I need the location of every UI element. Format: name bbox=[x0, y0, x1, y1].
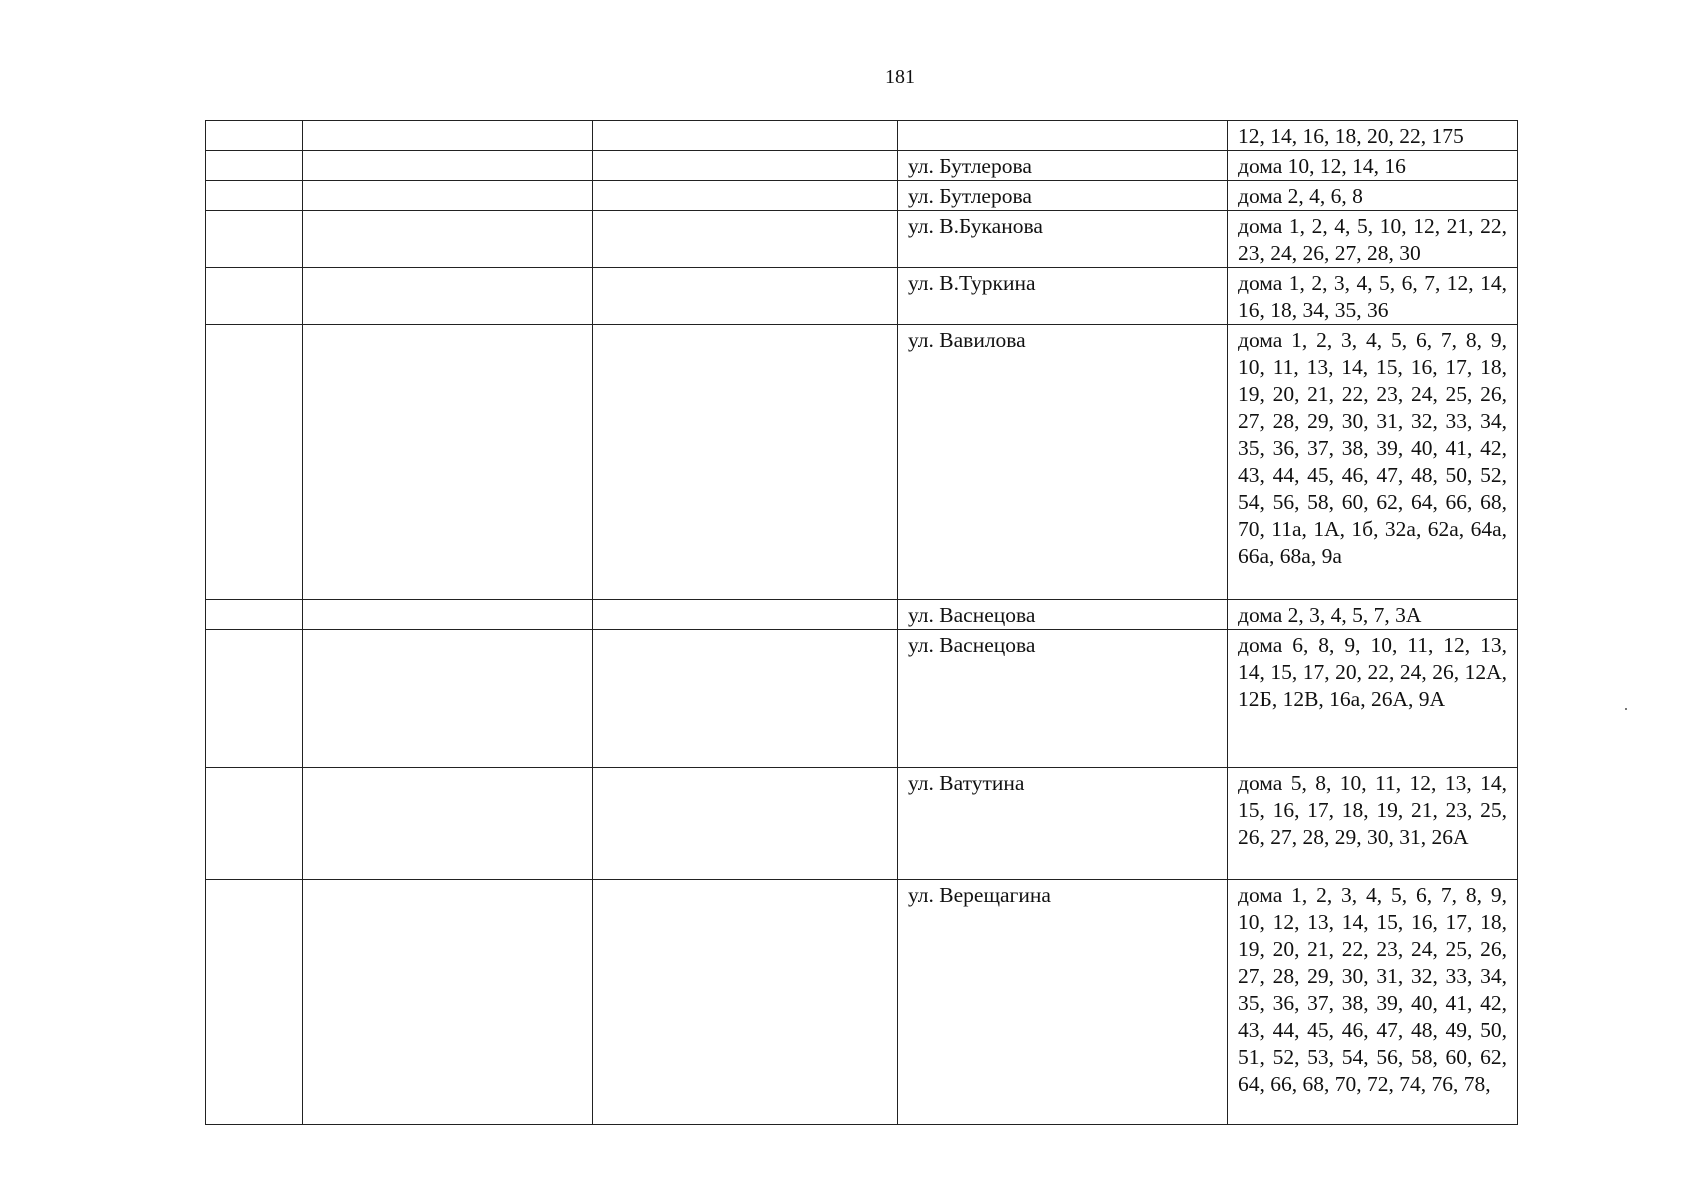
cell-empty bbox=[303, 630, 593, 768]
cell-empty bbox=[206, 151, 303, 181]
cell-empty bbox=[206, 630, 303, 768]
houses-cell: дома 10, 12, 14, 16 bbox=[1228, 151, 1518, 181]
table-row bbox=[206, 268, 1518, 325]
street-cell bbox=[898, 121, 1228, 151]
scan-speck bbox=[1625, 708, 1627, 710]
street-cell: ул. Бутлерова bbox=[898, 151, 1228, 181]
cell-empty bbox=[303, 325, 593, 600]
table-row bbox=[206, 325, 1518, 600]
cell-empty bbox=[593, 630, 898, 768]
table-row bbox=[206, 768, 1518, 880]
houses-cell: дома 1, 2, 3, 4, 5, 6, 7, 8, 9, 10, 12, 13, 14, 15, 16, 17, 18, 19, 20, 21, 22, 23, 24, 25, 26, 27, 28, 29, 30, 31, 32, 33, 34, 35, 36, 37, 38, 39, 40, 41, 42, 43, 44, 45, 46, 47, 48, 49, 50, 51, 52, 53, 54, 56, 58, 60, 62, 64, 66, 68, 70, 72, 74, 76, 78, bbox=[1228, 880, 1518, 1125]
page-number: 181 bbox=[885, 66, 915, 88]
cell-empty bbox=[206, 600, 303, 630]
cell-empty bbox=[206, 181, 303, 211]
cell-empty bbox=[593, 211, 898, 268]
street-cell: ул. В.Туркина bbox=[898, 268, 1228, 325]
houses-cell: 12, 14, 16, 18, 20, 22, 175 bbox=[1228, 121, 1518, 151]
houses-cell: дома 5, 8, 10, 11, 12, 13, 14, 15, 16, 17, 18, 19, 21, 23, 25, 26, 27, 28, 29, 30, 31, 26А bbox=[1228, 768, 1518, 880]
cell-empty bbox=[593, 325, 898, 600]
cell-empty bbox=[206, 268, 303, 325]
cell-empty bbox=[593, 151, 898, 181]
street-cell: ул. Васнецова bbox=[898, 600, 1228, 630]
cell-empty bbox=[303, 181, 593, 211]
cell-empty bbox=[303, 211, 593, 268]
cell-empty bbox=[593, 121, 898, 151]
table-row bbox=[206, 121, 1518, 151]
houses-cell: дома 2, 4, 6, 8 bbox=[1228, 181, 1518, 211]
cell-empty bbox=[593, 268, 898, 325]
houses-cell: дома 2, 3, 4, 5, 7, 3А bbox=[1228, 600, 1518, 630]
houses-cell: дома 1, 2, 3, 4, 5, 6, 7, 12, 14, 16, 18, 34, 35, 36 bbox=[1228, 268, 1518, 325]
cell-empty bbox=[206, 325, 303, 600]
street-cell: ул. В.Буканова bbox=[898, 211, 1228, 268]
address-table bbox=[205, 120, 1518, 1125]
table-row bbox=[206, 630, 1518, 768]
cell-empty bbox=[303, 268, 593, 325]
houses-cell: дома 1, 2, 3, 4, 5, 6, 7, 8, 9, 10, 11, 13, 14, 15, 16, 17, 18, 19, 20, 21, 22, 23, 24, 25, 26, 27, 28, 29, 30, 31, 32, 33, 34, 35, 36, 37, 38, 39, 40, 41, 42, 43, 44, 45, 46, 47, 48, 50, 52, 54, 56, 58, 60, 62, 64, 66, 68, 70, 11а, 1А, 1б, 32а, 62а, 64а, 66а, 68а, 9а bbox=[1228, 325, 1518, 600]
cell-empty bbox=[593, 880, 898, 1125]
cell-empty bbox=[303, 151, 593, 181]
cell-empty bbox=[303, 600, 593, 630]
cell-empty bbox=[593, 768, 898, 880]
cell-empty bbox=[206, 121, 303, 151]
street-cell: ул. Ватутина bbox=[898, 768, 1228, 880]
cell-empty bbox=[206, 768, 303, 880]
street-cell: ул. Вавилова bbox=[898, 325, 1228, 600]
table-row bbox=[206, 600, 1518, 630]
cell-empty bbox=[303, 121, 593, 151]
houses-cell: дома 6, 8, 9, 10, 11, 12, 13, 14, 15, 17, 20, 22, 24, 26, 12А, 12Б, 12В, 16а, 26А, 9А bbox=[1228, 630, 1518, 768]
street-cell: ул. Васнецова bbox=[898, 630, 1228, 768]
street-cell: ул. Верещагина bbox=[898, 880, 1228, 1125]
cell-empty bbox=[206, 211, 303, 268]
cell-empty bbox=[303, 768, 593, 880]
table-row bbox=[206, 880, 1518, 1125]
cell-empty bbox=[593, 600, 898, 630]
cell-empty bbox=[206, 880, 303, 1125]
houses-cell: дома 1, 2, 4, 5, 10, 12, 21, 22, 23, 24, 26, 27, 28, 30 bbox=[1228, 211, 1518, 268]
table-row bbox=[206, 181, 1518, 211]
street-cell: ул. Бутлерова bbox=[898, 181, 1228, 211]
table-row bbox=[206, 151, 1518, 181]
table-row bbox=[206, 211, 1518, 268]
cell-empty bbox=[593, 181, 898, 211]
cell-empty bbox=[303, 880, 593, 1125]
